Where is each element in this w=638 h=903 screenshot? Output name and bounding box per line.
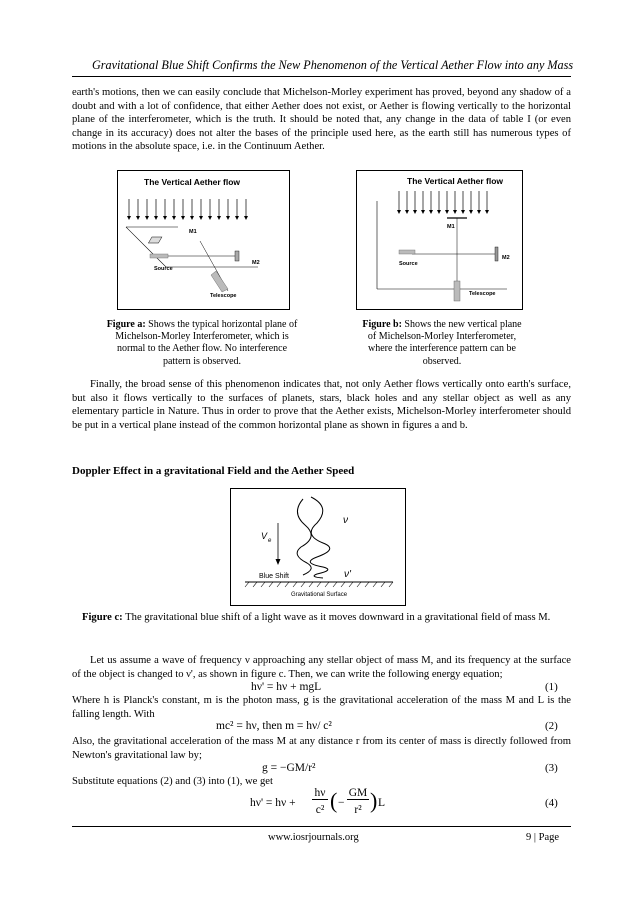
figure-a-title: The Vertical Aether flow: [144, 177, 241, 187]
paragraph-2: [72, 378, 571, 432]
running-header: Gravitational Blue Shift Confirms the New Phenomenon of the Vertical Aether Flow into any Mass: [92, 58, 574, 72]
eq4-frac1-den: c²: [315, 804, 325, 816]
figure-a-diagram: [118, 171, 289, 309]
label-m2: M2: [252, 260, 260, 266]
equation-1-number: (1): [545, 681, 558, 693]
velocity-arrow-head: [276, 559, 281, 565]
label-m1: M1: [189, 229, 197, 235]
label-ve-sub: e: [268, 538, 272, 544]
section-heading: Doppler Effect in a gravitational Field and the Aether Speed: [72, 465, 355, 477]
eq4-frac1-num: hν: [312, 787, 328, 800]
label-gravitational-surface: Gravitational Surface: [291, 592, 348, 598]
telescope-body: [211, 271, 228, 292]
eq4-minus: −: [338, 797, 345, 809]
light-wave-2: [297, 499, 311, 575]
mirror-m2-b: [495, 247, 498, 261]
figure-b-caption-label: Figure b:: [362, 319, 402, 330]
eq4-frac2-num: GM: [348, 787, 368, 799]
intro-text: earth's motions, then we can easily conclude that Michelson-Morley experiment has proved, beyond any shadow of a doubt and with a lot of confidence, that either Aether does not exist, or Aether is flowing vertically to the horizontal plane of the interferometer, which is the truth. It should be noted that, any change in the data of table I (or even change in its accuracy) does not alter the bases of the principle used here, as the earth still has numerous types of motions in the absolute space, i.e. in the Continuum Aether.: [72, 87, 571, 153]
equation-2: mc² = hν, then m = hν/ c²: [216, 720, 332, 732]
figure-b-caption: [357, 319, 527, 368]
eq4-lhs: hν' = hν +: [250, 797, 296, 809]
footer-url: www.iosrjournals.org: [268, 832, 359, 843]
eq4-paren-open: (: [330, 788, 338, 813]
equation-3: g = −GM/r²: [262, 762, 316, 774]
intro-paragraph: [72, 86, 571, 154]
source-block-b: [399, 250, 415, 254]
also-paragraph: [72, 735, 571, 762]
body-p1-text: Let us assume a wave of frequency ν approaching any stellar object of mass M, and its frequency at the surface of the object is changed to ν', as shown in figure c. Then, we can write the following energy equation;: [72, 655, 571, 680]
equation-1: hν' = hν + mgL: [251, 681, 322, 693]
label-source: Source: [154, 266, 173, 272]
body-paragraph-1: [72, 654, 571, 681]
figure-a-caption: [104, 319, 300, 368]
substitute-text: Substitute equations (2) and (3) into (1), we get: [72, 776, 273, 787]
label-source-b: Source: [399, 261, 418, 267]
aether-arrows-b: [399, 191, 487, 211]
where-text: Where h is Planck's constant, m is the photon mass, g is the gravitational acceleration of the mass M and L is the falling length. With: [72, 695, 571, 720]
also-text: Also, the gravitational acceleration of the mass M at any distance r from its center of mass is directly followed from Newton's gravitational law by;: [72, 736, 571, 761]
label-ve: V: [261, 531, 268, 541]
label-m2-b: M2: [502, 255, 510, 261]
figure-a: [117, 170, 290, 310]
header-rule: [72, 76, 571, 77]
figure-c: [230, 488, 406, 606]
telescope-body-b: [454, 281, 460, 301]
label-nu-prime: ν': [344, 569, 351, 580]
footer-rule: [72, 826, 571, 827]
figure-a-caption-text: Shows the typical horizontal plane of Michelson-Morley Interferometer, which is normal to the Aether flow. No interference pattern is observed.: [115, 319, 298, 367]
figure-c-caption: [82, 612, 572, 623]
eq4-frac2-den: r²: [354, 804, 362, 816]
source-block: [150, 254, 168, 258]
aether-arrows: [129, 199, 246, 217]
mirror-m1: [148, 237, 161, 243]
equation-4-number: (4): [545, 797, 558, 809]
footer-page-number: 9 | Page: [526, 832, 560, 843]
mirror-m2: [235, 251, 239, 261]
figure-b: [356, 170, 523, 310]
eq4-tail: L: [378, 797, 386, 809]
label-m1-b: M1: [447, 224, 455, 230]
eq4-paren-close: ): [370, 788, 378, 813]
light-wave: [310, 497, 329, 578]
label-telescope-b: Telescope: [469, 291, 496, 297]
surface-hatching: [245, 582, 393, 587]
label-telescope: Telescope: [210, 293, 237, 299]
figure-b-diagram: [357, 171, 522, 309]
figure-b-caption-text: Shows the new vertical plane of Michelson-Morley Interferometer, where the interference pattern can be observed.: [367, 319, 522, 367]
figure-b-title: The Vertical Aether flow: [407, 176, 504, 186]
equation-2-number: (2): [545, 720, 558, 732]
figure-c-caption-label: Figure c:: [82, 612, 123, 623]
where-paragraph: [72, 694, 571, 721]
figure-c-caption-text: The gravitational blue shift of a light wave as it moves downward in a gravitational field of mass M.: [125, 612, 551, 623]
label-nu: ν: [343, 515, 348, 526]
beam-lines: [168, 241, 236, 291]
paragraph-2-text: Finally, the broad sense of this phenomenon indicates that, not only Aether flows vertically onto earth's surface, but also it flows vertically to the surfaces of planets, stars, black holes and any stellar object as well as any elementary particle in Nature. Thus in order to prove that the Aether exists, Michelson-Morley interferometer should be put in a vertical plane instead of the common horizontal plane as shown in figures a and b.: [72, 379, 571, 431]
vertical-plane-frame: [377, 201, 507, 289]
label-blue-shift: Blue Shift: [259, 573, 289, 580]
equation-3-number: (3): [545, 762, 558, 774]
figure-c-diagram: [231, 489, 405, 605]
figure-a-caption-label: Figure a:: [106, 319, 146, 330]
